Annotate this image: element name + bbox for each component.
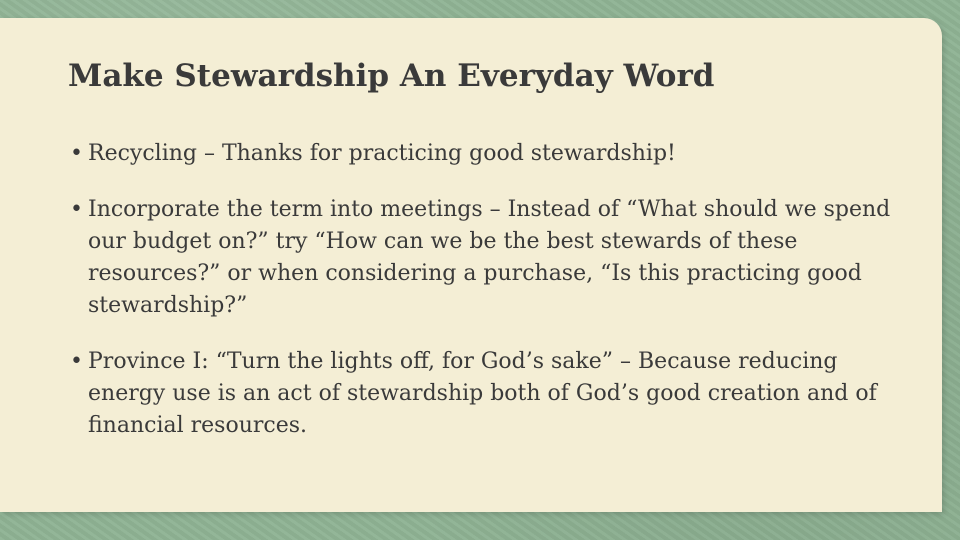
bullet-icon: • bbox=[70, 141, 83, 166]
bullet-text: Recycling – Thanks for practicing good stewardship! bbox=[88, 141, 676, 166]
bullet-list bbox=[70, 138, 920, 466]
bullet-icon: • bbox=[70, 349, 83, 374]
bullet-icon: • bbox=[70, 197, 83, 222]
bullet-text: Incorporate the term into meetings – Instead of “What should we spend our budget on?” try “How can we be the best stewards of these resources?” or when considering a purchase, “Is this practicing good stewardship?” bbox=[88, 197, 891, 318]
slide-content-panel bbox=[0, 18, 942, 512]
bullet-text: Province I: “Turn the lights off, for God’s sake” – Because reducing energy use is an act of stewardship both of God’s good creation and of financial resources. bbox=[88, 349, 877, 438]
bullet-item-meetings bbox=[70, 194, 920, 322]
slide-title: Make Stewardship An Everyday Word bbox=[68, 58, 715, 94]
bullet-item-province bbox=[70, 346, 920, 442]
bullet-item-recycling bbox=[70, 138, 920, 170]
